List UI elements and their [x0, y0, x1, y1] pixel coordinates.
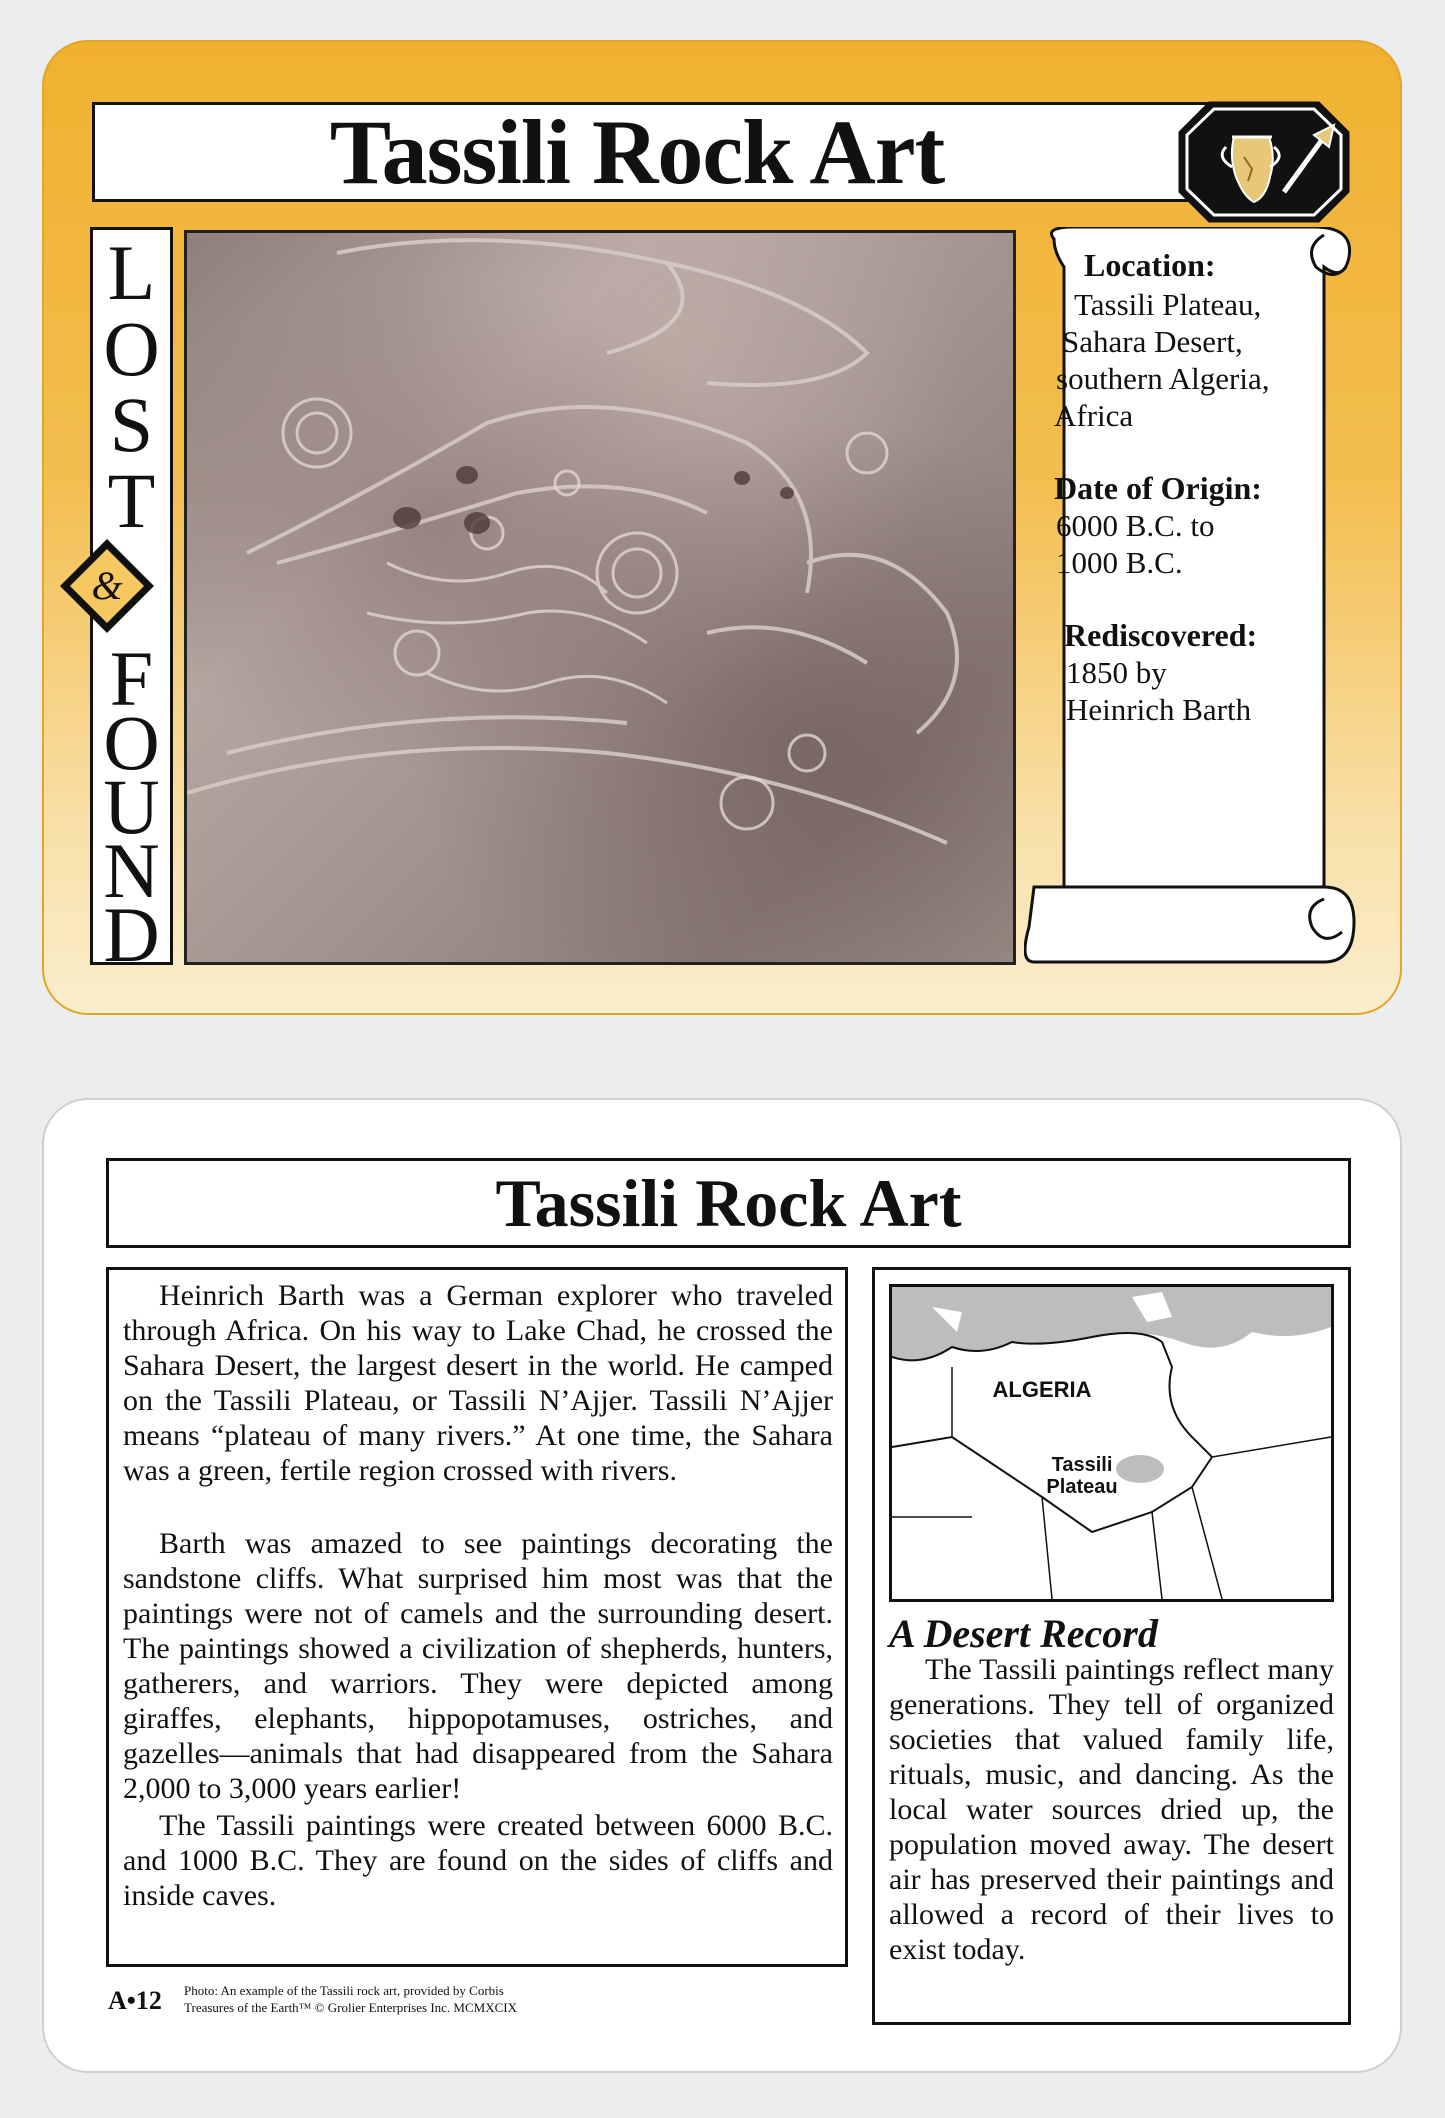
back-title-banner	[106, 1158, 1351, 1248]
map-outline	[892, 1287, 1331, 1599]
date-line: 1000 B.C.	[1056, 545, 1183, 580]
back-card	[42, 1098, 1402, 2073]
main-text-box	[106, 1267, 848, 1967]
series-letter: S	[109, 381, 154, 468]
location-block	[1084, 247, 1216, 283]
rock-art-photo	[184, 230, 1016, 965]
rediscovered-block	[1064, 617, 1257, 653]
front-title: Tassili Rock Art	[329, 101, 945, 203]
front-title-banner	[92, 102, 1222, 202]
map-label-tassili: Tassili	[1051, 1454, 1113, 1476]
series-letter: O	[103, 305, 160, 392]
rock-engraving-illustration	[187, 233, 1013, 962]
date-line: 6000 B.C. to	[1056, 508, 1215, 543]
side-heading: A Desert Record	[889, 1611, 1158, 1656]
rediscovered-label: Rediscovered:	[1064, 617, 1258, 653]
location-line: Tassili Plateau,	[1074, 287, 1262, 322]
map-label-plateau: Plateau	[1046, 1476, 1118, 1498]
urn-and-trowel-icon	[1174, 97, 1354, 227]
body-paragraph: The Tassili paintings were created between 6000 B.C. and 1000 B.C. They are found on the sides of cliffs and inside caves.	[123, 1809, 833, 1912]
back-title: Tassili Rock Art	[495, 1164, 962, 1241]
map-label-algeria: ALGERIA	[992, 1377, 1092, 1402]
date-block	[1054, 470, 1262, 506]
series-letter: T	[107, 457, 156, 544]
body-paragraph: Heinrich Barth was a German explorer who traveled through Africa. On his way to Lake Chad, he crossed the Sahara Desert, the largest desert in the world. He camped on the Tassili Plateau, or Tassili N’Ajjer. Tassili N’Ajjer means “plateau of many rivers.” At one time, the Sahara was a green, fertile region crossed with rivers.	[123, 1279, 833, 1487]
date-label: Date of Origin:	[1054, 470, 1262, 506]
location-label: Location:	[1084, 247, 1216, 283]
rediscovered-line: 1850 by	[1066, 655, 1167, 690]
series-letter: L	[107, 229, 156, 316]
rediscovered-line: Heinrich Barth	[1066, 692, 1252, 727]
series-letter: F	[109, 635, 154, 722]
body-paragraph: Barth was amazed to see paintings decorating the sandstone cliffs. What surprised him most was that the paintings were not of camels and the surrounding desert. The paintings showed a civilization of shepherds, hunters, gatherers, and warriors. They were depicted among giraffes, elephants, hippopotamuses, ostriches, and gazelles—animals that had disappeared from the Sahara 2,000 to 3,000 years earlier!	[123, 1527, 833, 1805]
ampersand: &	[91, 563, 123, 608]
ampersand-diamond-icon	[58, 537, 156, 635]
location-line: Africa	[1054, 398, 1134, 433]
series-letter: U	[103, 763, 160, 850]
series-letter: O	[103, 699, 160, 786]
front-card	[42, 40, 1402, 1015]
card-id: A•12	[108, 1986, 162, 2015]
side-box	[872, 1267, 1351, 2025]
location-line: southern Algeria,	[1056, 361, 1270, 396]
series-letter: D	[103, 891, 160, 978]
credit-text	[184, 1982, 517, 2016]
side-text: The Tassili paintings reflect many generations. They tell of organized societies that valued family life, rituals, music, and dancing. As the local water sources dried up, the population moved away. The desert air has preserved their paintings and allowed a record of their lives to exist today.	[889, 1653, 1334, 1966]
copyright-line: Treasures of the Earth™ © Grolier Enterprises Inc. MCMXCIX	[184, 2000, 517, 2015]
series-letter: N	[103, 827, 160, 914]
photo-credit: Photo: An example of the Tassili rock art, provided by Corbis	[184, 1983, 504, 1998]
location-line: Sahara Desert,	[1062, 324, 1243, 359]
algeria-map	[889, 1284, 1334, 1602]
